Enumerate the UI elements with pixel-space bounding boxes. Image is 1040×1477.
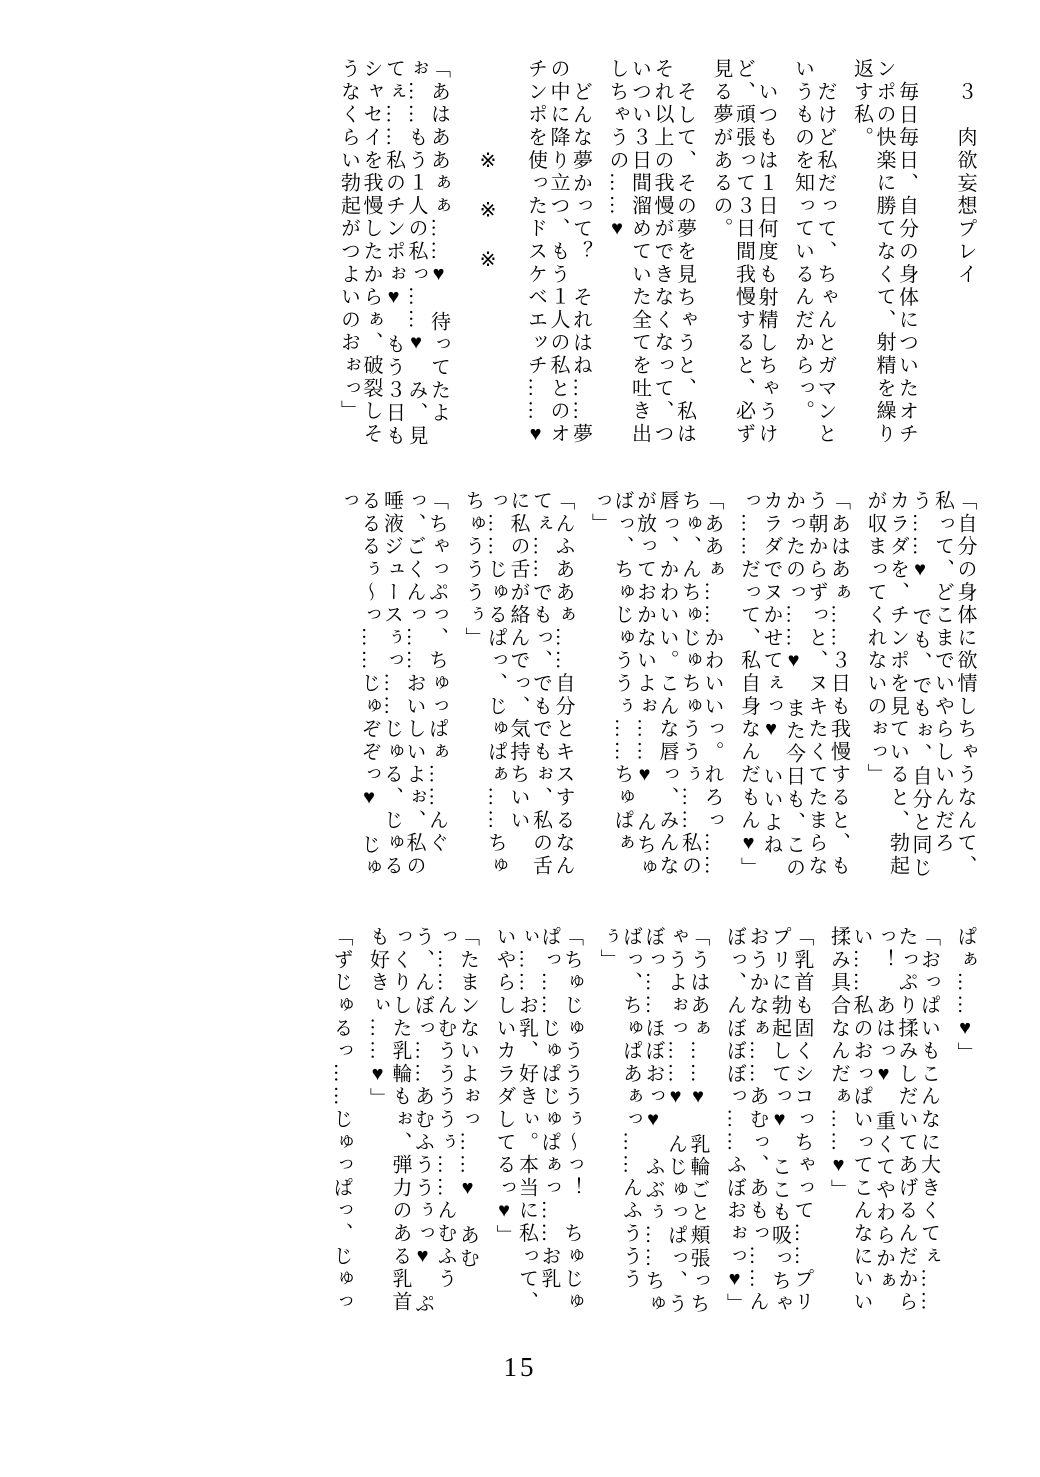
dialogue-paragraph: 「自分の身体に欲情しちゃうなんて、私って、どこまでいやらしいんだろう……♥ でも、でもぉ、自分と同じカラダを、チンポを見ていると、勃起が収まってくれないのぉっ」: [864, 490, 976, 880]
dialogue-paragraph: 「あはああぁぁ……♥ 待ってたよぉ……もう１人の私っ……♥ み、見てぇ……私のチンポぉ♥ もう３日もシャセイを我慢したからぁ、破裂しそうなくらい勃起がつよいのおぉっ」: [337, 58, 450, 448]
dialogue-paragraph: 「たまンないよぉっ……♥ あむっ……んむううううぅ……んむふうう、んぼっ……あむふううぅっ♥ ぷっくりした乳輪もぉ、弾力のある乳首も好きぃ……♥」: [366, 926, 479, 1316]
text-band-top: [64, 58, 976, 448]
dialogue-paragraph: 「ちゃっぷっ、ちゅっぱぁ……んぐっ、ごくんっ……おいしいよぉ、私の唾液ジュースぅっ……じゅる、じゅるるるるぅ～っ……じゅぞぞっ♥ じゅっ: [335, 490, 448, 880]
paragraph: 毎日毎日、自分の身体についたオチンポの快楽に勝てなくて、射精を繰り返す私。: [850, 58, 918, 446]
text-band-middle: [64, 490, 976, 890]
paragraph: だけど私だって、ちゃんとガマンというものを知っているんだからっ。: [791, 58, 836, 446]
dialogue-paragraph: 「うはあぁ……♥ 乳輪ごと頬張っちゃうよぉっ……♥ んじゅっぱっ、うぼっ……ほぼおっ♥ ふぶぅ……ちゅばっ、ちゅぱあぁっ……んふうううぅ」: [597, 926, 709, 1316]
paragraph: どんな夢かって？ それはね……夢の中に降り立つ、もう１人の私とのオチンポを使ったドスケベエッチ……♥: [524, 58, 592, 448]
dialogue-paragraph: 「ああぁ……かわいいっ。れろっ……ちゅ、んちゅじゅちゅううぅ……私の唇っ、かわいい。こんな唇っ、みんなが放っておかないよぉ……♥ んちゅばっ、ちゅじゅううぅ……ちゅぱぁっ」: [588, 490, 723, 880]
text-band-bottom: [64, 926, 976, 1326]
section-separator: ※ ※ ※: [476, 148, 498, 274]
dialogue-paragraph: 「乳首も固くシコっちゃって……プリプリに勃起してっ♥ ここも吸っちゃおうかなぁ……あむっ、あもっ……んぼっ、んぼぼぼっ……ふぼおぉっ♥」: [723, 926, 813, 1316]
paragraph: いつもは１日何度も射精しちゃうけど、頑張って３日間我慢すると、必ず見る夢があるの。: [710, 58, 777, 446]
dialogue-paragraph: 「んふああぁ……自分とキスするなんてぇ……でもっ、でもでもぉ、私の舌に私の舌が絡んでっ、気持ちいいっ……じゅるぱっ、じゅぱぁ……ちゅちゅうううぅ」: [462, 490, 574, 878]
dialogue-paragraph: 「あはあぁ……３日も我慢すると、もう朝からずっと、ヌキたくてたまらなかったのっ……♥ また今日も、このカラダでヌかせてぇっ♥ いいよねっ……だって、私自身なんだもん♥」: [737, 490, 850, 880]
dialogue-paragraph: 「おっぱいもこんなに大きくてぇ……たっぷり揉みしだいてあげるんだからっ！ あはっ♥ 重くてやわらかぁい……私のおっぱいってこんなにいい揉み具合なんだぁ……♥」: [827, 926, 940, 1314]
dialogue-paragraph: 「ずじゅるっ……じゅっぱっ、じゅっ: [330, 926, 352, 1314]
paragraph: そして、その夢を見ちゃうと、私はそれ以上の我慢ができなくなって、ついつい３日間溜めていた全てを吐き出しちゃうの……♥: [606, 58, 696, 446]
chapter-heading: ３ 肉欲妄想プレイ: [954, 80, 976, 286]
dialogue-paragraph: 「ちゅじゅうううぅ～っ！ ちゅじゅぱっ……じゅぱじゅぱぁっ……お乳ぃ……お乳、好きぃ。本当に私って、いやらしいカラダしてるっ♥」: [493, 926, 583, 1314]
dialogue-continuation: ぱぁ……♥」: [954, 926, 976, 1065]
page-number: 15: [503, 1352, 537, 1382]
